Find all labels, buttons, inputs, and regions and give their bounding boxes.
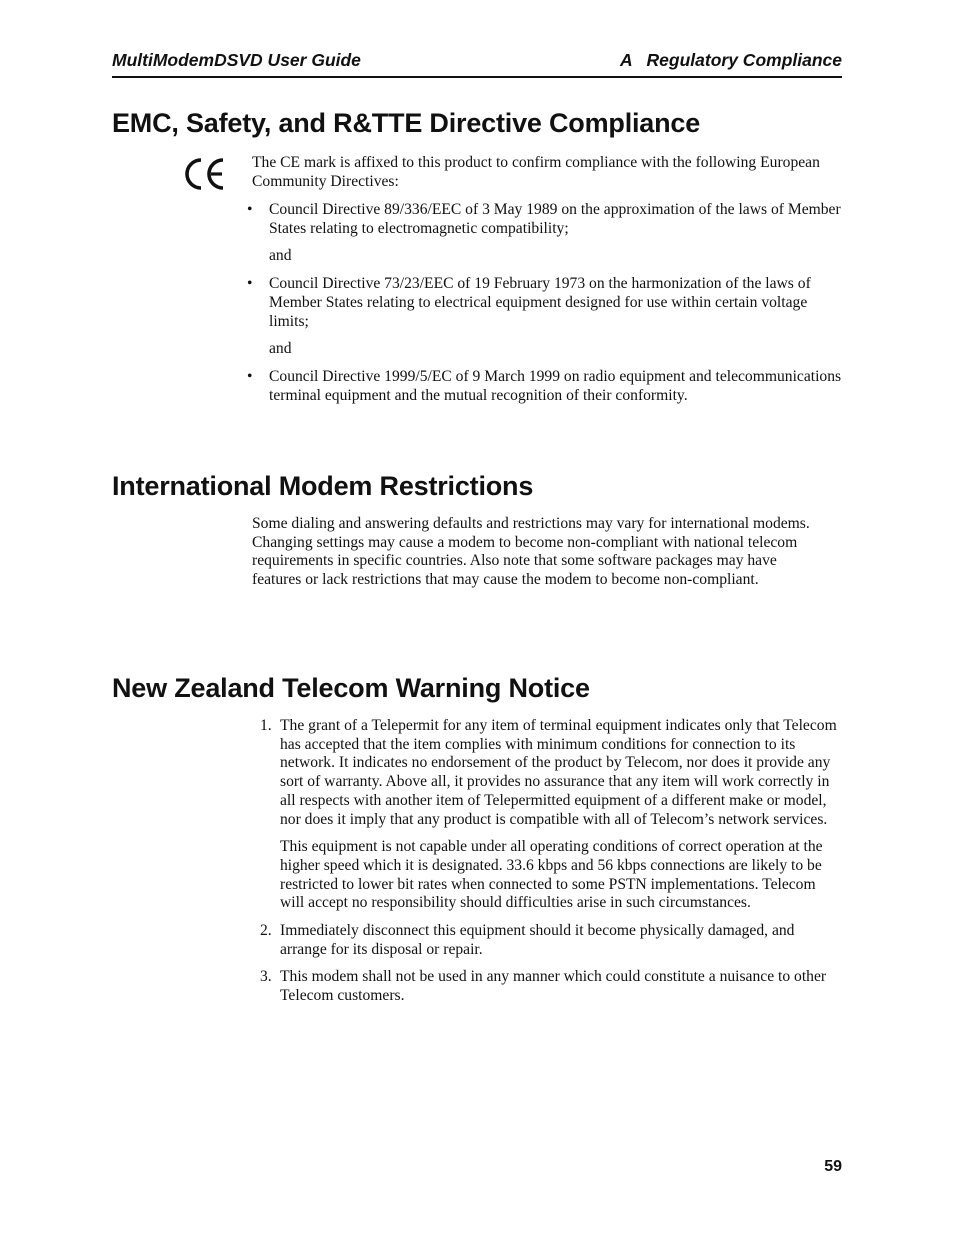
list-item bbox=[247, 368, 842, 405]
nz-heading: New Zealand Telecom Warning Notice bbox=[112, 673, 590, 703]
and-connector: and bbox=[269, 340, 292, 358]
header-section-title: A Regulatory Compliance bbox=[619, 50, 842, 70]
bullet-icon: • bbox=[247, 367, 253, 385]
bullet-icon: • bbox=[247, 201, 253, 218]
list-item bbox=[247, 275, 842, 331]
bullet-icon: • bbox=[247, 275, 253, 293]
notice-text: Immediately disconnect this equipment should it become physically damaged, and arrange for its disposal or repair. bbox=[280, 922, 795, 958]
nz-notice-list bbox=[254, 717, 842, 1015]
item-number: 1. bbox=[260, 717, 272, 734]
directive-text: Council Directive 1999/5/EC of 9 March 1999 on radio equipment and telecommunications terminal equipment and the mutual recognition of their conformity. bbox=[269, 367, 842, 404]
header-guide-title: MultiModemDSVD User Guide bbox=[112, 50, 361, 70]
emc-heading: EMC, Safety, and R&TTE Directive Compliance bbox=[112, 108, 701, 138]
and-connector: and bbox=[269, 247, 292, 265]
intl-heading: International Modem Restrictions bbox=[112, 471, 534, 501]
notice-text: This equipment is not capable under all operating conditions of correct operation at the higher speed which it is designated. 33.6 kbps and 56 kbps connections are likely to be restricted to lower bit rates when connected to some PSTN implementations. Telecom will accept no responsibility should difficulties arise in such circumstances. bbox=[280, 838, 823, 912]
directive-text: Council Directive 89/336/EEC of 3 May 1989 on the approximation of the laws of Member States relating to electromagnetic compatibility; bbox=[269, 201, 841, 237]
emc-intro: The CE mark is affixed to this product to confirm compliance with the following European Community Directives: bbox=[252, 154, 820, 190]
item-number: 2. bbox=[260, 922, 272, 940]
notice-text: The grant of a Telepermit for any item of terminal equipment indicates only that Telecom has accepted that the item complies with minimum conditions for connection to its network. It indicates no endorsement of the product by Telecom, nor does it provide any sort of warranty. Above all, it provides no assurance that any item will work correctly in all respects with another item of Telepermitted equipment of a different make or model, nor does it imply that any product is compatible with all of Telecom’s network services. bbox=[280, 717, 837, 828]
intl-paragraph: Some dialing and answering defaults and restrictions may vary for international modems. Changing settings may cause a modem to become non-compliant with national telecom requirements in specific countries. Also note that some software packages may have features or lack restrictions that may cause the modem to become non-compliant. bbox=[252, 515, 810, 589]
list-item bbox=[254, 968, 842, 1005]
ce-mark-icon bbox=[183, 156, 227, 192]
notice-text: This modem shall not be used in any manner which could constitute a nuisance to other Telecom customers. bbox=[280, 968, 827, 1005]
list-item bbox=[247, 201, 842, 238]
emc-directive-list bbox=[247, 201, 842, 405]
directive-text: Council Directive 73/23/EEC of 19 February 1973 on the harmonization of the laws of Member States relating to electrical equipment designed for use within certain voltage limits; bbox=[269, 275, 811, 330]
running-header bbox=[112, 50, 842, 78]
page-number: 59 bbox=[824, 1158, 842, 1175]
list-item bbox=[254, 922, 842, 959]
list-item bbox=[254, 717, 842, 913]
item-number: 3. bbox=[260, 968, 272, 986]
